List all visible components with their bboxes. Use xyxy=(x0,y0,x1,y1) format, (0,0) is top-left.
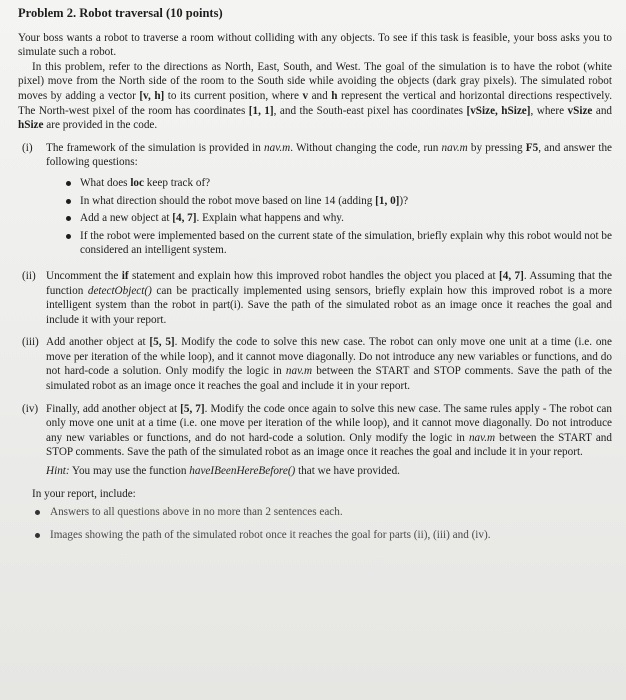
part-ii xyxy=(18,269,612,327)
part-label: (i) xyxy=(22,141,33,154)
part-text: Finally, add another object at [5, 7]. Modify the code once again to solve this new case. The same rules apply - The robot can only move one unit at a time (i.e. one move per iteration of the while loop), and it cannot move diagonally. Do not introduce any new variables or functions, and do not hard-code a solution. Only modify the logic in nav.m between the START and STOP comments. Save the path of the simulated robot as an image once it reaches the goal and include it in your report. xyxy=(46,402,612,459)
part-iv xyxy=(18,402,612,479)
part-body xyxy=(46,141,612,261)
intro-paragraph: Your boss wants a robot to traverse a room without colliding with any objects. To see if this task is feasible, your boss asks you to simulate such a robot. xyxy=(18,31,612,59)
part-text: Add another object at [5, 5]. Modify the code to solve this new case. The robot can only move one unit at a time (i.e. one move per iteration of the while loop), and it cannot move diagonally. Do not introduce any new variables or functions, and do not hard-code a solution. Only modify the logic in nav.m between the START and STOP comments. Save the path of the simulated robot as an image once it reaches the goal and include it in your report. xyxy=(46,336,613,393)
part-label: (ii) xyxy=(22,269,36,282)
report-item: Images showing the path of the simulated robot once it reaches the goal for parts (ii), (iii) and (iv). xyxy=(32,528,612,543)
report-list xyxy=(18,505,612,542)
report-item: Answers to all questions above in no more than 2 sentences each. xyxy=(32,505,612,520)
part-text: The framework of the simulation is provided in nav.m. Without changing the code, run nav.m by pressing F5, and answer the following questions: xyxy=(46,141,612,169)
question-item: What does loc keep track of? xyxy=(64,176,612,191)
question-item: If the robot were implemented based on the current state of the simulation, briefly explain why this robot would not be considered an intelligent system. xyxy=(64,229,612,258)
part-label: (iii) xyxy=(22,336,39,349)
problem-title: Problem 2. Robot traversal (10 points) xyxy=(18,6,223,20)
report-intro: In your report, include: xyxy=(32,487,136,500)
part-body xyxy=(46,402,612,479)
hint-text: Hint: You may use the function haveIBeenHereBefore() that we have provided. xyxy=(46,465,400,478)
part-label: (iv) xyxy=(22,402,39,415)
question-item: Add a new object at [4, 7]. Explain what happens and why. xyxy=(64,211,612,226)
setup-paragraph: In this problem, refer to the directions as North, East, South, and West. The goal of the simulation is to have the robot (white pixel) move from the North side of the room to the South side while avoiding the objects (dark gray pixels). The simulated robot moves by adding a vector [v, h] to its current position, where v and h represent the vertical and horizontal directions respectively. The North-west pixel of the room has coordinates [1, 1], and the South-east pixel has coordinates [vSize, hSize], where vSize and hSize are provided in the code. xyxy=(18,60,613,132)
question-item: In what direction should the robot move based on line 14 (adding [1, 0])? xyxy=(64,194,612,209)
question-list xyxy=(46,176,612,258)
part-i xyxy=(18,141,612,261)
part-text: Uncomment the if statement and explain how this improved robot handles the object you placed at [4, 7]. Assuming that the function detectObject() can be practically implemented using sensors, briefly explain how this improved robot is a more intelligent system than the robot in part(i). Save the path of the simulated robot as an image once it reaches the goal and include it with your report. xyxy=(46,269,612,326)
part-iii xyxy=(18,335,612,393)
parts-list xyxy=(18,141,612,479)
